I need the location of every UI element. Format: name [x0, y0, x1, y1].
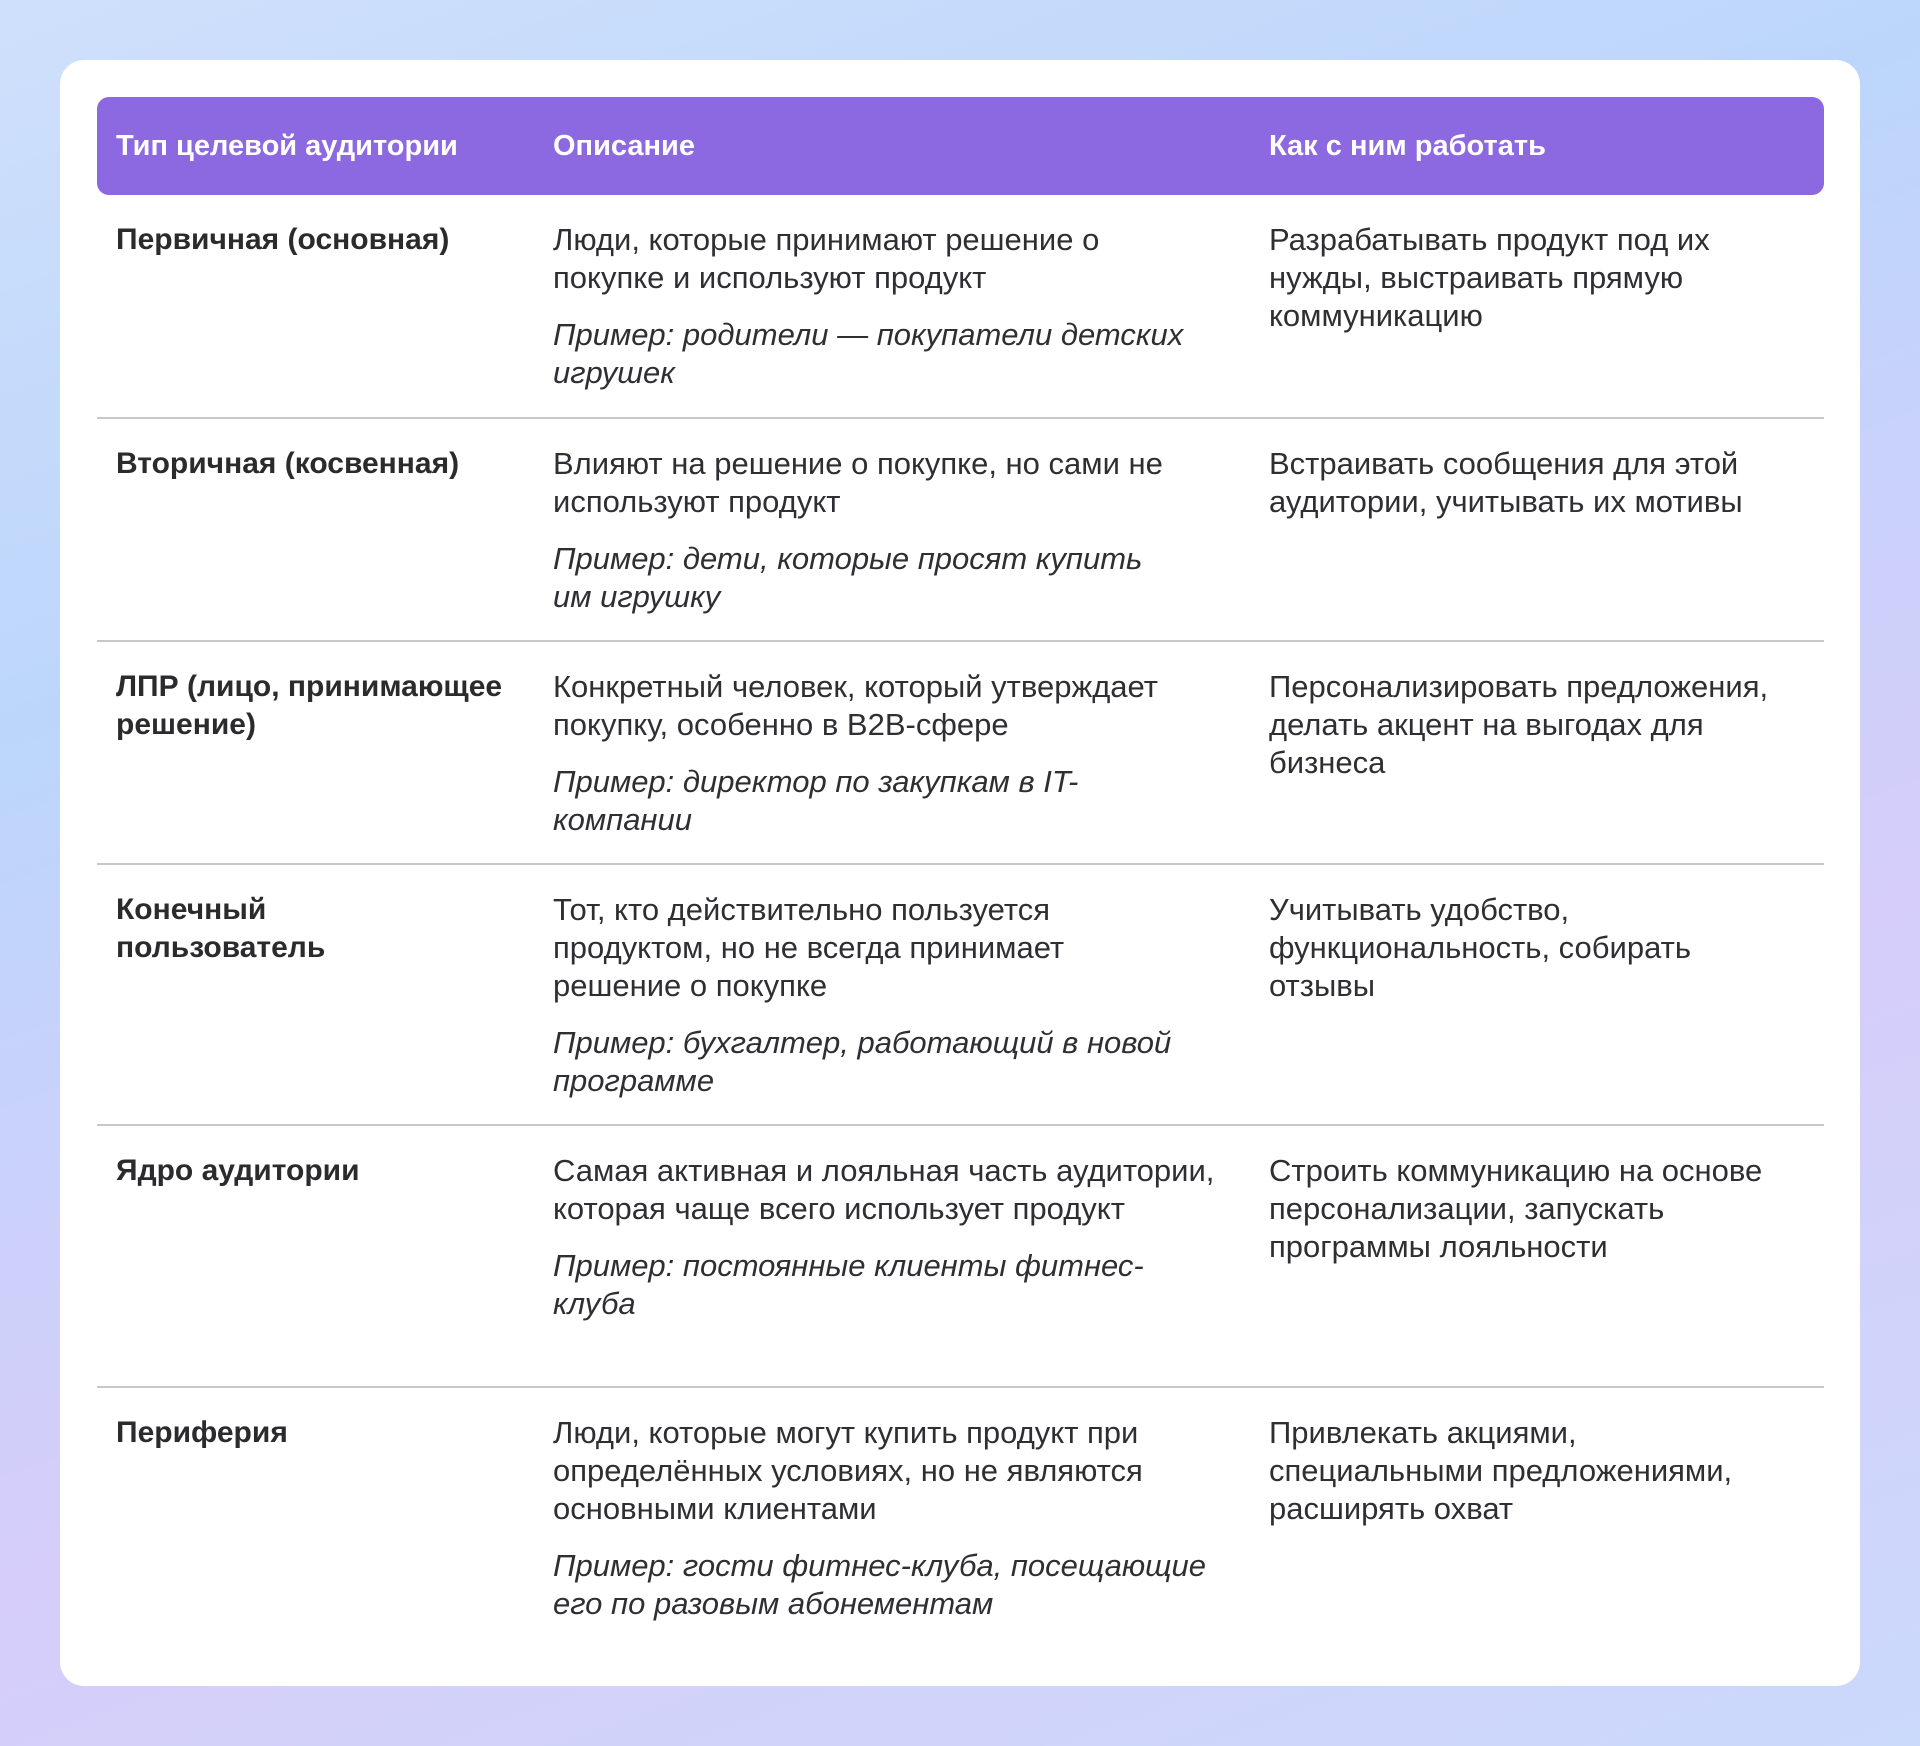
description-text: Влияют на решение о покупке, но сами не используют продукт: [553, 446, 1163, 519]
description-text: Люди, которые могут купить продукт при определённых условиях, но не являются основными клиентами: [553, 1415, 1143, 1526]
description-text: Тот, кто действительно пользуется продуктом, но не всегда принимает решение о покупке: [553, 892, 1065, 1003]
example-text: Пример: директор по закупкам в IT-компании: [553, 764, 1079, 837]
table-row: [97, 195, 1824, 419]
how-to-work-text: Встраивать сообщения для этой аудитории, учитывать их мотивы: [1269, 446, 1743, 519]
audience-type: Конечный пользователь: [116, 893, 326, 964]
content-card: [60, 60, 1860, 1686]
table-row: [97, 1126, 1824, 1388]
how-to-work-text: Привлекать акциями, специальными предложениями, расширять охват: [1269, 1415, 1733, 1526]
header-type: Тип целевой аудитории: [116, 129, 458, 162]
example-text: Пример: гости фитнес-клуба, посещающие его по разовым абонементам: [553, 1548, 1207, 1621]
description-cell: [534, 891, 1250, 1100]
how-to-work-text: Строить коммуникацию на основе персонализации, запускать программы лояльности: [1269, 1153, 1763, 1264]
table-header: [97, 97, 1824, 195]
description-cell: [534, 221, 1250, 392]
how-to-work-text: Учитывать удобство, функциональность, собирать отзывы: [1269, 892, 1691, 1003]
description-text: Самая активная и лояльная часть аудитории, которая чаще всего использует продукт: [553, 1153, 1215, 1226]
description-cell: [534, 668, 1250, 839]
description-cell: [534, 1414, 1250, 1623]
description-cell: [534, 1152, 1250, 1323]
example-text: Пример: постоянные клиенты фитнес-клуба: [553, 1248, 1144, 1321]
header-how-to-work: Как с ним работать: [1269, 129, 1546, 162]
audience-type: Первичная (основная): [116, 223, 450, 256]
example-text: Пример: бухгалтер, работающий в новой программе: [553, 1025, 1172, 1098]
how-to-work-text: Разрабатывать продукт под их нужды, выстраивать прямую коммуникацию: [1269, 222, 1710, 333]
audience-table: [97, 97, 1824, 1658]
description-cell: [534, 445, 1250, 616]
table-row: [97, 419, 1824, 642]
how-to-work-text: Персонализировать предложения, делать акцент на выгодах для бизнеса: [1269, 669, 1769, 780]
audience-type: Вторичная (косвенная): [116, 447, 460, 480]
audience-type: Ядро аудитории: [116, 1154, 360, 1187]
description-text: Люди, которые принимают решение о покупке и используют продукт: [553, 222, 1100, 295]
table-row: [97, 1388, 1824, 1658]
example-text: Пример: дети, которые просят купить им игрушку: [553, 541, 1143, 614]
header-description: Описание: [553, 129, 695, 162]
table-row: [97, 642, 1824, 865]
table-row: [97, 865, 1824, 1126]
description-text: Конкретный человек, который утверждает покупку, особенно в B2B-сфере: [553, 669, 1158, 742]
audience-type: ЛПР (лицо, принимающее решение): [116, 670, 503, 741]
audience-type: Периферия: [116, 1416, 288, 1449]
example-text: Пример: родители — покупатели детских игрушек: [553, 317, 1184, 390]
